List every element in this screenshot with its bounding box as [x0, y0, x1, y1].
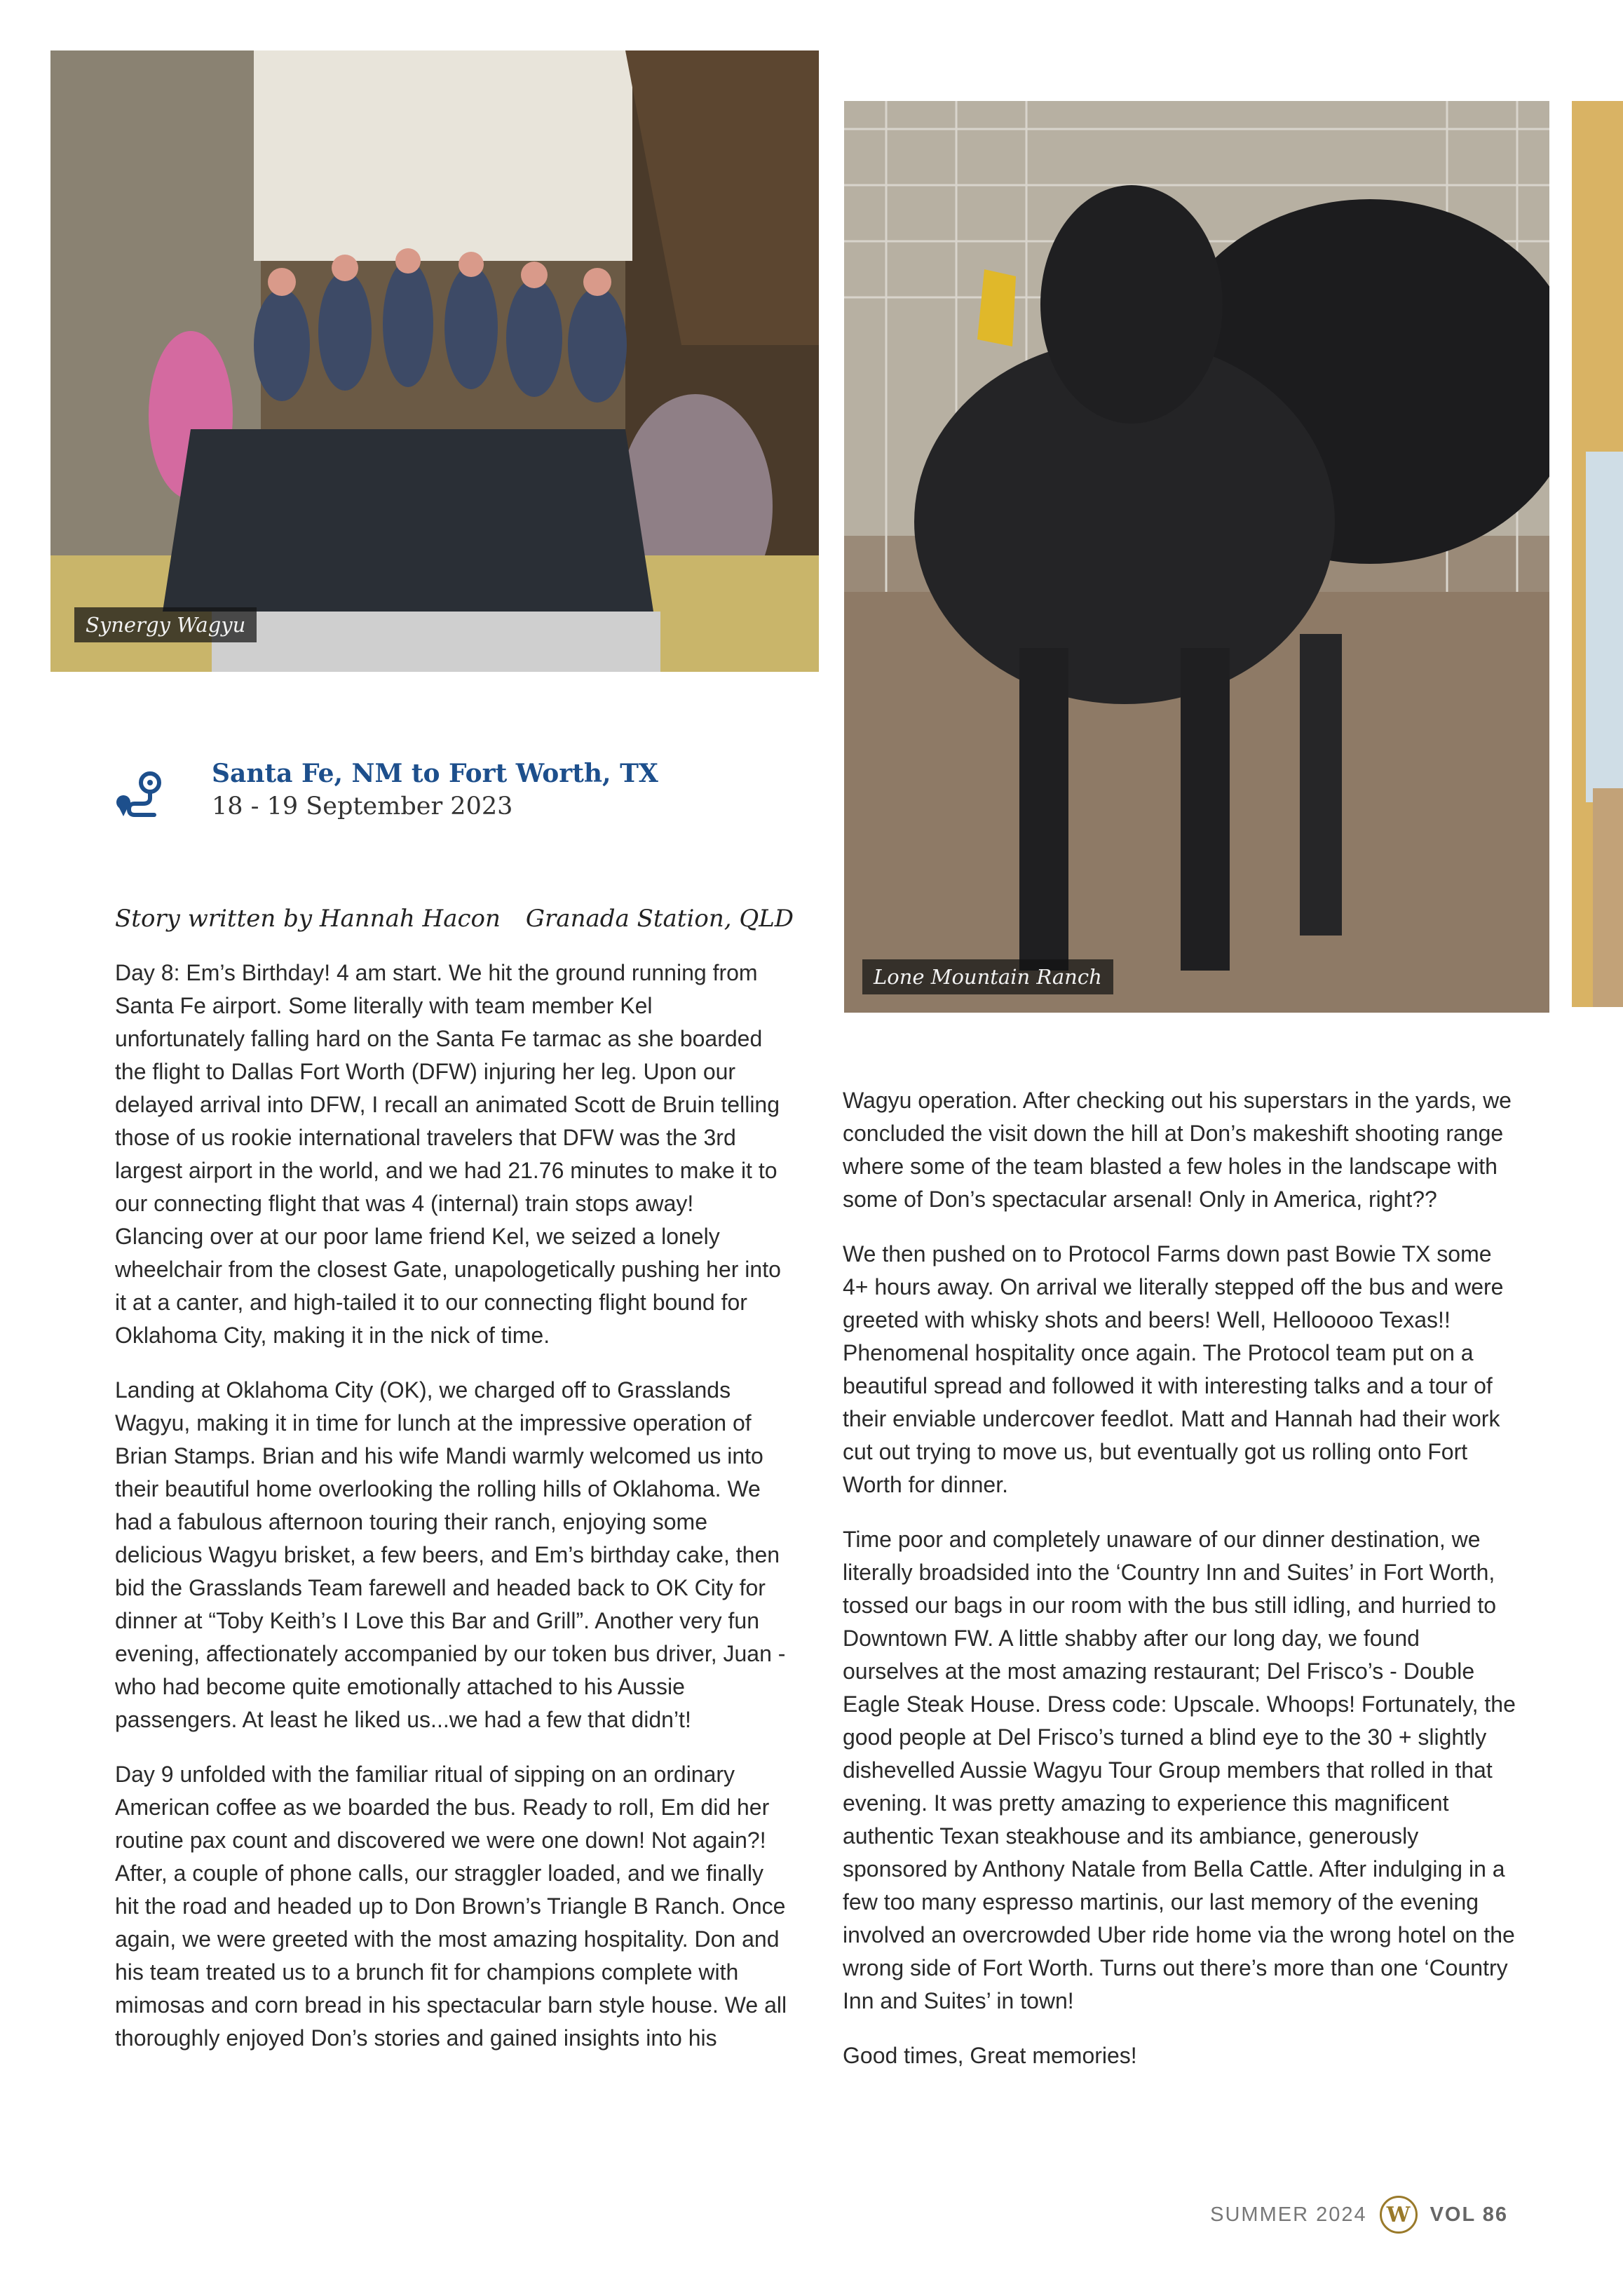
photo-black-cattle — [844, 101, 1549, 1013]
photo-partial-edge — [1572, 101, 1623, 1007]
article-column-right — [843, 1084, 1517, 2094]
byline-location: Granada Station, QLD — [525, 905, 794, 933]
route-title: Santa Fe, NM to Fort Worth, TX — [212, 759, 658, 788]
article-paragraph: Time poor and completely unaware of our dinner destination, we literally broadsided into the ‘Country Inn and Suites’ in Fort Worth, tossed our bags in our room with the bus still idling, and hurried to Downtown FW. A little shabby after our long day, we found ourselves at the most amazing restaurant; Del Frisco’s - Double Eagle Steak House. Dress code: Upscale. Whoops! Fortunately, the good people at Del Frisco’s turned a blind eye to the 30 + slightly dishevelled Aussie Wagyu Tour Group members that rolled in that evening. It was pretty amazing to experience this magnificent authentic Texan steakhouse and its ambiance, generously sponsored by Anthony Natale from Bella Cattle. After indulging in a few too many espresso martinis, our last memory of the evening involved an overcrowded Uber ride home via the wrong hotel on the wrong side of Fort Worth. Turns out there’s more than one ‘Country Inn and Suites’ in town! — [843, 1527, 1516, 2013]
photo-caption-lone-mountain: Lone Mountain Ranch — [862, 959, 1113, 994]
article-paragraph: We then pushed on to Protocol Farms down past Bowie TX some 4+ hours away. On arrival we literally stepped off the bus and were greeted with whisky shots and beers! Well, Hellooooo Texas!! Phenomenal hospitality once again. The Protocol team put on a beautiful spread and followed it with interesting talks and a tour of their enviable undercover feedlot. Matt and Hannah had their work cut out trying to move us, but eventually got us rolling onto Fort Worth for dinner. — [843, 1241, 1504, 1497]
route-icon — [114, 767, 165, 823]
footer-issue: SUMMER 2024 — [1210, 2203, 1367, 2226]
byline-author: Story written by Hannah Hacon — [115, 905, 501, 933]
article-paragraph: Landing at Oklahoma City (OK), we charged off to Grasslands Wagyu, making it in time for lunch at the impressive operation of Brian Stamps. Brian and his wife Mandi warmly welcomed us into their beautiful home overlooking the rolling hills of Oklahoma. We had a fabulous afternoon touring their ranch, enjoying some delicious Wagyu brisket, a few beers, and Em’s birthday cake, then bid the Grasslands Team farewell and headed back to OK City for dinner at “Toby Keith’s I Love this Bar and Grill”. Another very fun evening, affectionately accompanied by our token bus driver, Juan - who had become quite emotionally attached to his Aussie passengers. At least he liked us...we had a few that didn’t! — [115, 1377, 786, 1732]
article-paragraph: Day 9 unfolded with the familiar ritual of sipping on an ordinary American coffee as we boarded the bus. Ready to roll, Em did her routine pax count and discovered we were one down! Not again?! After, a couple of phone calls, our straggler loaded, and we finally hit the road and headed up to Don Brown’s Triangle B Ranch. Once again, we were greeted with the most amazing hospitality. Don and his team treated us to a brunch fit for champions complete with mimosas and corn bread in his spectacular barn style house. We all thoroughly enjoyed Don’s stories and gained insights into his — [115, 1762, 787, 2051]
article-paragraph: Wagyu operation. After checking out his superstars in the yards, we concluded the visit down the hill at Don’s makeshift shooting range where some of the team blasted a few holes in the landscape with some of Don’s spectacular arsenal! Only in America, right?? — [843, 1088, 1512, 1212]
article-paragraph: Good times, Great memories! — [843, 2043, 1137, 2068]
page-footer — [1210, 2195, 1508, 2234]
byline — [115, 905, 794, 933]
photo-caption-synergy: Synergy Wagyu — [74, 607, 257, 642]
photo-barn-crowd — [50, 50, 819, 672]
article-column-left — [115, 957, 788, 2076]
footer-volume: VOL 86 — [1430, 2203, 1508, 2226]
route-date: 18 - 19 September 2023 — [212, 792, 513, 821]
wagyu-logo-icon: W — [1380, 2196, 1418, 2234]
article-paragraph: Day 8: Em’s Birthday! 4 am start. We hit the ground running from Santa Fe airport. Some literally with team member Kel unfortunately falling hard on the Santa Fe tarmac as she boarded the flight to Dallas Fort Worth (DFW) injuring her leg. Upon our delayed arrival into DFW, I recall an animated Scott de Bruin telling those of us rookie international travelers that DFW was the 3rd largest airport in the world, and we had 21.76 minutes to make it to our connecting flight that was 4 (internal) train stops away! Glancing over at our poor lame friend Kel, we seized a lonely wheelchair from the closest Gate, unapologetically pushing her into it at a canter, and high-tailed it to our connecting flight bound for Oklahoma City, making it in the nick of time. — [115, 960, 781, 1348]
